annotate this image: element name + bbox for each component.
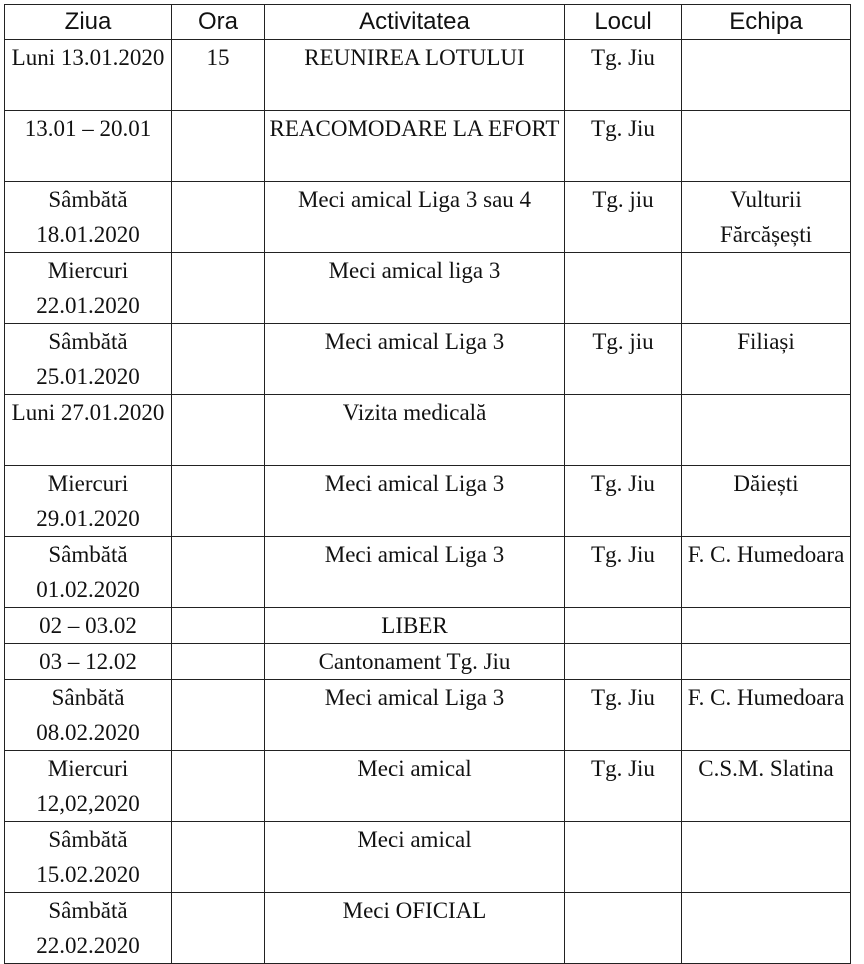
cell-ziua: 02 – 03.02 [5, 608, 172, 644]
cell-ziua: Miercuri 12,02,2020 [5, 751, 172, 822]
cell-echipa: Filiași [682, 324, 851, 395]
cell-activitatea: Vizita medicală [265, 395, 565, 466]
cell-ziua: Sâmbătă 15.02.2020 [5, 822, 172, 893]
cell-ziua: Luni 27.01.2020 [5, 395, 172, 466]
cell-locul: Tg. Jiu [565, 466, 682, 537]
table-row [5, 644, 851, 680]
cell-echipa: C.S.M. Slatina [682, 751, 851, 822]
cell-activitatea: Meci amical [265, 751, 565, 822]
cell-echipa: Dăiești [682, 466, 851, 537]
cell-ora [172, 466, 265, 537]
cell-echipa: F. C. Humedoara [682, 680, 851, 751]
cell-activitatea: Meci amical Liga 3 [265, 324, 565, 395]
cell-activitatea: REUNIREA LOTULUI [265, 40, 565, 111]
cell-ora [172, 893, 265, 964]
cell-ziua: Sâmbătă 18.01.2020 [5, 182, 172, 253]
cell-echipa [682, 822, 851, 893]
cell-locul: Tg. jiu [565, 324, 682, 395]
table-row [5, 822, 851, 893]
cell-ziua: 13.01 – 20.01 [5, 111, 172, 182]
cell-ziua: Luni 13.01.2020 [5, 40, 172, 111]
cell-locul [565, 893, 682, 964]
header-row [5, 5, 851, 40]
cell-ziua: Sâmbătă 25.01.2020 [5, 324, 172, 395]
cell-locul: Tg. jiu [565, 182, 682, 253]
cell-ziua: Miercuri 29.01.2020 [5, 466, 172, 537]
cell-echipa [682, 40, 851, 111]
cell-activitatea: Meci amical Liga 3 [265, 537, 565, 608]
cell-echipa: Vulturii Fărcășești [682, 182, 851, 253]
cell-activitatea: Meci amical Liga 3 [265, 680, 565, 751]
cell-locul: Tg. Jiu [565, 680, 682, 751]
cell-locul [565, 608, 682, 644]
table-row [5, 111, 851, 182]
cell-ora [172, 751, 265, 822]
cell-echipa [682, 111, 851, 182]
cell-echipa [682, 395, 851, 466]
header-ora: Ora [172, 5, 265, 40]
table-row [5, 466, 851, 537]
cell-activitatea: Meci amical Liga 3 sau 4 [265, 182, 565, 253]
cell-activitatea: Cantonament Tg. Jiu [265, 644, 565, 680]
cell-locul [565, 253, 682, 324]
cell-ora [172, 608, 265, 644]
table-row [5, 40, 851, 111]
table-row [5, 680, 851, 751]
cell-ziua: Sâmbătă 01.02.2020 [5, 537, 172, 608]
cell-ora: 15 [172, 40, 265, 111]
cell-ora [172, 537, 265, 608]
cell-echipa: F. C. Humedoara [682, 537, 851, 608]
cell-activitatea: REACOMODARE LA EFORT [265, 111, 565, 182]
table-row [5, 182, 851, 253]
schedule-table [4, 4, 851, 964]
table-row [5, 537, 851, 608]
table-row [5, 608, 851, 644]
cell-ora [172, 253, 265, 324]
cell-echipa [682, 644, 851, 680]
table-row [5, 893, 851, 964]
table-row [5, 324, 851, 395]
header-echipa: Echipa [682, 5, 851, 40]
cell-ziua: Sâmbătă 22.02.2020 [5, 893, 172, 964]
cell-ora [172, 182, 265, 253]
cell-ora [172, 324, 265, 395]
cell-activitatea: LIBER [265, 608, 565, 644]
cell-locul [565, 822, 682, 893]
table-row [5, 395, 851, 466]
cell-ora [172, 111, 265, 182]
table-row [5, 751, 851, 822]
cell-locul: Tg. Jiu [565, 40, 682, 111]
cell-activitatea: Meci amical Liga 3 [265, 466, 565, 537]
cell-ora [172, 680, 265, 751]
cell-ora [172, 395, 265, 466]
cell-locul [565, 644, 682, 680]
cell-locul: Tg. Jiu [565, 751, 682, 822]
cell-ziua: 03 – 12.02 [5, 644, 172, 680]
cell-ziua: Sânbătă 08.02.2020 [5, 680, 172, 751]
header-ziua: Ziua [5, 5, 172, 40]
cell-echipa [682, 608, 851, 644]
cell-echipa [682, 893, 851, 964]
table-row [5, 253, 851, 324]
cell-ora [172, 644, 265, 680]
cell-activitatea: Meci OFICIAL [265, 893, 565, 964]
header-activitatea: Activitatea [265, 5, 565, 40]
cell-locul: Tg. Jiu [565, 537, 682, 608]
cell-activitatea: Meci amical liga 3 [265, 253, 565, 324]
cell-ora [172, 822, 265, 893]
cell-ziua: Miercuri 22.01.2020 [5, 253, 172, 324]
cell-locul: Tg. Jiu [565, 111, 682, 182]
header-locul: Locul [565, 5, 682, 40]
cell-locul [565, 395, 682, 466]
cell-echipa [682, 253, 851, 324]
cell-activitatea: Meci amical [265, 822, 565, 893]
